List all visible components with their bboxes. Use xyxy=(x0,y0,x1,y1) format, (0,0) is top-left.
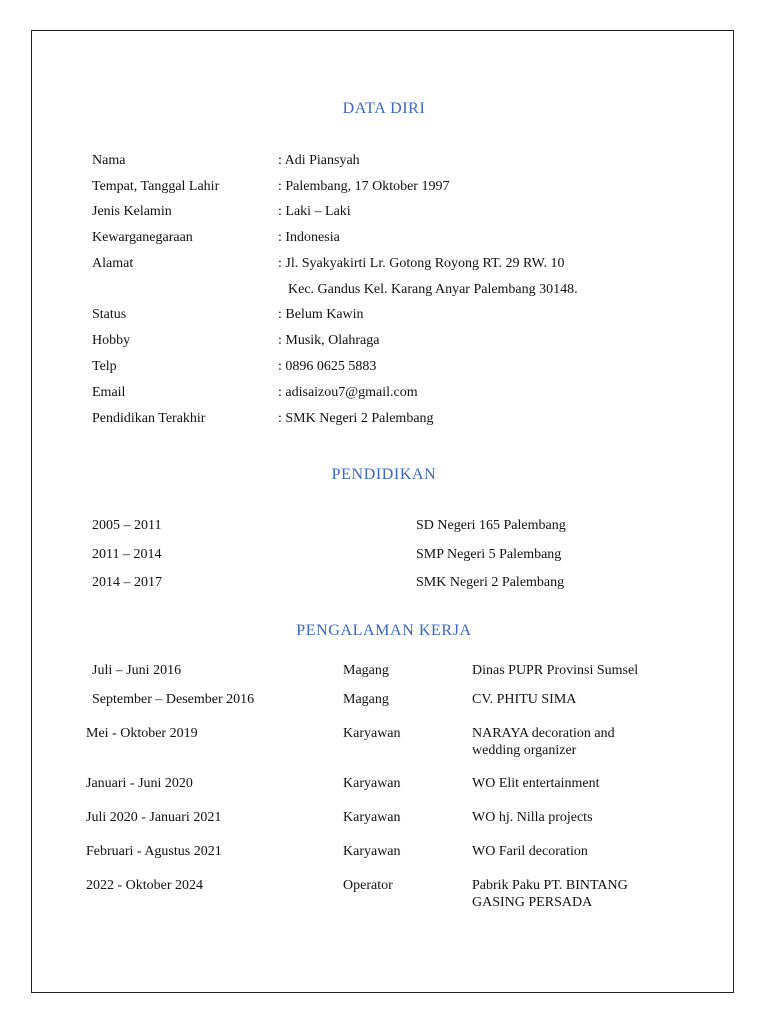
pengalaman-role: Operator xyxy=(343,878,393,893)
value-alamat: : Jl. Syakyakirti Lr. Gotong Royong RT. 29 RW. 10 xyxy=(278,256,565,271)
pengalaman-place: NARAYA decoration and wedding organizer xyxy=(472,726,615,758)
label-kewarganegaraan: Kewarganegaraan xyxy=(92,230,193,245)
value-status: : Belum Kawin xyxy=(278,307,364,322)
pendidikan-school: SD Negeri 165 Palembang xyxy=(416,518,566,533)
pengalaman-period: September – Desember 2016 xyxy=(92,692,255,707)
pengalaman-role: Magang xyxy=(343,663,389,678)
label-email: Email xyxy=(92,385,126,400)
pengalaman-period: 2022 - Oktober 2024 xyxy=(86,878,204,893)
pengalaman-place: WO hj. Nilla projects xyxy=(472,810,593,825)
pengalaman-period: Juli 2020 - Januari 2021 xyxy=(86,810,222,825)
label-pendidikan-terakhir: Pendidikan Terakhir xyxy=(92,411,206,426)
pengalaman-role: Karyawan xyxy=(343,726,401,741)
label-jenis-kelamin: Jenis Kelamin xyxy=(92,204,172,219)
pengalaman-role: Karyawan xyxy=(343,776,401,791)
label-alamat: Alamat xyxy=(92,256,134,271)
value-telp: : 0896 0625 5883 xyxy=(278,359,377,374)
value-alamat-line2: Kec. Gandus Kel. Karang Anyar Palembang 30148. xyxy=(288,282,578,297)
pengalaman-place: Dinas PUPR Provinsi Sumsel xyxy=(472,663,639,678)
pendidikan-years: 2014 – 2017 xyxy=(92,575,162,590)
pendidikan-school: SMP Negeri 5 Palembang xyxy=(416,547,562,562)
pendidikan-years: 2005 – 2011 xyxy=(92,518,162,533)
label-hobby: Hobby xyxy=(92,333,131,348)
label-nama: Nama xyxy=(92,153,126,168)
pendidikan-school: SMK Negeri 2 Palembang xyxy=(416,575,565,590)
value-jenis-kelamin: : Laki – Laki xyxy=(278,204,351,219)
pengalaman-role: Karyawan xyxy=(343,810,401,825)
heading-data-diri: DATA DIRI xyxy=(342,100,426,117)
value-email: : adisaizou7@gmail.com xyxy=(278,385,418,400)
value-pendidikan-terakhir: : SMK Negeri 2 Palembang xyxy=(278,411,434,426)
pengalaman-period: Januari - Juni 2020 xyxy=(86,776,193,791)
pengalaman-period: Februari - Agustus 2021 xyxy=(86,844,222,859)
pengalaman-role: Karyawan xyxy=(343,844,401,859)
pengalaman-period: Juli – Juni 2016 xyxy=(92,663,182,678)
pengalaman-place: CV. PHITU SIMA xyxy=(472,692,577,707)
pengalaman-period: Mei - Oktober 2019 xyxy=(86,726,198,741)
pengalaman-place: WO Elit entertainment xyxy=(472,776,600,791)
pengalaman-role: Magang xyxy=(343,692,389,707)
label-telp: Telp xyxy=(92,359,117,374)
value-ttl: : Palembang, 17 Oktober 1997 xyxy=(278,179,450,194)
pengalaman-place: Pabrik Paku PT. BINTANG GASING PERSADA xyxy=(472,878,628,910)
value-kewarganegaraan: : Indonesia xyxy=(278,230,340,245)
value-nama: : Adi Piansyah xyxy=(278,153,360,168)
value-hobby: : Musik, Olahraga xyxy=(278,333,380,348)
pendidikan-years: 2011 – 2014 xyxy=(92,547,162,562)
heading-pendidikan: PENDIDIKAN xyxy=(331,466,437,483)
label-ttl: Tempat, Tanggal Lahir xyxy=(92,179,220,194)
pengalaman-place: WO Faril decoration xyxy=(472,844,588,859)
heading-pengalaman-kerja: PENGALAMAN KERJA xyxy=(296,622,472,639)
label-status: Status xyxy=(92,307,127,322)
